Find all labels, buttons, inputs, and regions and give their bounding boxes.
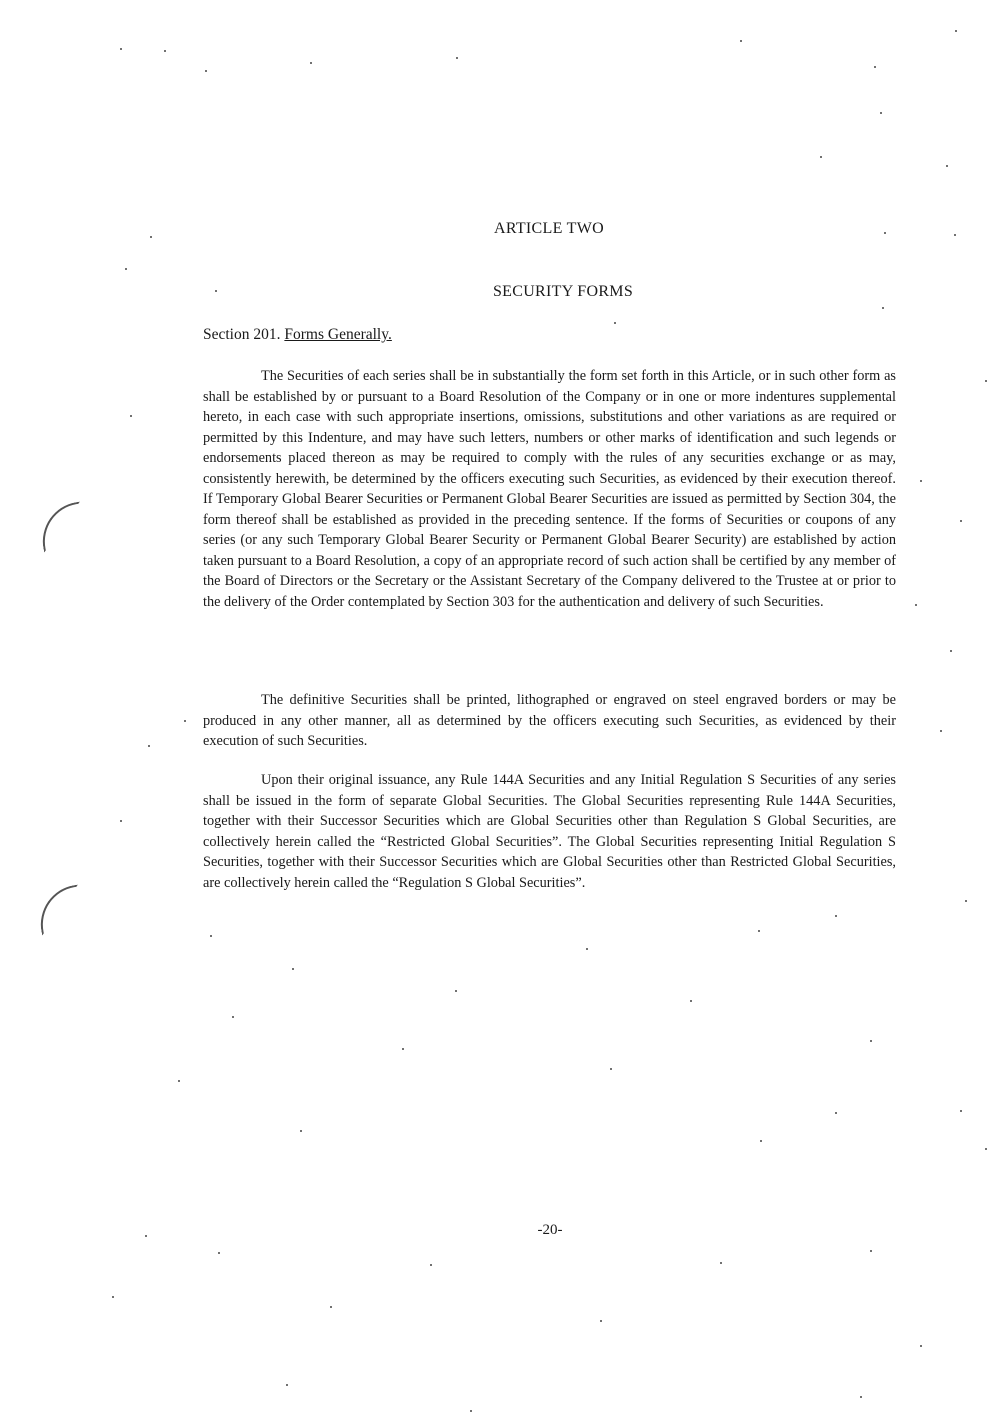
scan-speck <box>965 900 967 902</box>
scan-speck <box>760 1140 762 1142</box>
scan-speck <box>610 1068 612 1070</box>
scan-speck <box>402 1048 404 1050</box>
body-paragraph: The Securities of each series shall be in substantially the form set forth in this Article, or in such other form as shall be established by or pursuant to a Board Resolution of the Company or in one or more indentures supplemental hereto, in each case with such appropriate insertions, omissions, substitutions and other variations as are required or permitted by this Indenture, and may have such letters, numbers or other marks of identification and such legends or endorsements placed thereon as may be required to comply with the rules of any securities exchange or as may, consistently herewith, be determined by the officers executing such Securities, as evidenced by their execution thereof. If Temporary Global Bearer Securities or Permanent Global Bearer Securities are issued as permitted by Section 304, the form thereof shall be established as provided in the preceding sentence. If the forms of Securities or coupons of any series (or any such Temporary Global Bearer Security or Permanent Global Bearer Security) are established by action taken pursuant to a Board Resolution, a copy of an appropriate record of such action shall be certified by any member of the Board of Directors or the Secretary or the Assistant Secretary of the Company delivered to the Trustee at or prior to the delivery of the Order contemplated by Section 303 for the authentication and delivery of such Securities. <box>203 368 896 610</box>
scan-speck <box>870 1040 872 1042</box>
scan-speck <box>205 70 207 72</box>
section-heading: SECURITY FORMS <box>492 283 634 300</box>
scan-speck <box>950 650 952 652</box>
body-paragraph: The definitive Securities shall be printed, lithographed or engraved on steel engraved borders or may be produced in any other manner, all as determined by the officers executing such Securities, as evidenced by their execution of such Securities. <box>203 692 896 749</box>
scan-speck <box>920 480 922 482</box>
scan-speck <box>292 968 294 970</box>
scan-speck <box>870 1250 872 1252</box>
scan-speck <box>112 1296 114 1298</box>
scan-speck <box>586 948 588 950</box>
scan-speck <box>720 1262 722 1264</box>
scan-speck <box>946 165 948 167</box>
scan-speck <box>920 1345 922 1347</box>
scan-speck <box>614 322 616 324</box>
scan-speck <box>860 1396 862 1398</box>
scan-speck <box>148 745 150 747</box>
scan-speck <box>985 1148 987 1150</box>
scan-speck <box>120 48 122 50</box>
scan-speck <box>455 990 457 992</box>
scan-speck <box>456 57 458 59</box>
section-number: Section 201. <box>203 326 281 343</box>
page-number: -20- <box>537 1222 563 1238</box>
scan-speck <box>740 40 742 42</box>
scan-speck <box>835 1112 837 1114</box>
scan-speck <box>940 730 942 732</box>
scan-speck <box>880 112 882 114</box>
section-title <box>203 326 392 344</box>
section-caption: Forms Generally. <box>284 326 392 343</box>
body-paragraph: Upon their original issuance, any Rule 144A Securities and any Initial Regulation S Securities of any series shall be issued in the form of separate Global Securities. The Global Securities representing Rule 144A Securities, together with their Successor Securities which are Global Securities other than Regulation S Global Securities, are collectively herein called the “Restricted Global Securities”. The Global Securities representing Initial Regulation S Securities, together with their Successor Securities which are Global Securities other than Restricted Global Securities, are collectively herein called the “Regulation S Global Securities”. <box>203 772 896 891</box>
binder-hole-mark-top <box>37 502 88 553</box>
scan-speck <box>120 820 122 822</box>
scan-speck <box>130 415 132 417</box>
scan-speck <box>600 1320 602 1322</box>
scan-speck <box>164 50 166 52</box>
scan-speck <box>758 930 760 932</box>
scan-speck <box>330 1306 332 1308</box>
scan-speck <box>985 380 987 382</box>
scan-speck <box>232 1016 234 1018</box>
scan-speck <box>310 62 312 64</box>
scan-speck <box>820 156 822 158</box>
scan-speck <box>218 1252 220 1254</box>
scan-speck <box>470 1410 472 1412</box>
article-heading: ARTICLE TWO <box>493 220 605 237</box>
scan-speck <box>690 1000 692 1002</box>
scan-speck <box>286 1384 288 1386</box>
scan-speck <box>960 520 962 522</box>
scan-speck <box>960 1110 962 1112</box>
scan-speck <box>178 1080 180 1082</box>
binder-hole-mark-bottom <box>35 885 86 936</box>
scan-speck <box>184 720 186 722</box>
scan-speck <box>835 915 837 917</box>
scan-speck <box>955 30 957 32</box>
scan-speck <box>125 268 127 270</box>
scan-speck <box>915 604 917 606</box>
scan-speck <box>210 935 212 937</box>
scan-speck <box>882 307 884 309</box>
scan-speck <box>874 66 876 68</box>
scan-speck <box>300 1130 302 1132</box>
scan-speck <box>430 1264 432 1266</box>
